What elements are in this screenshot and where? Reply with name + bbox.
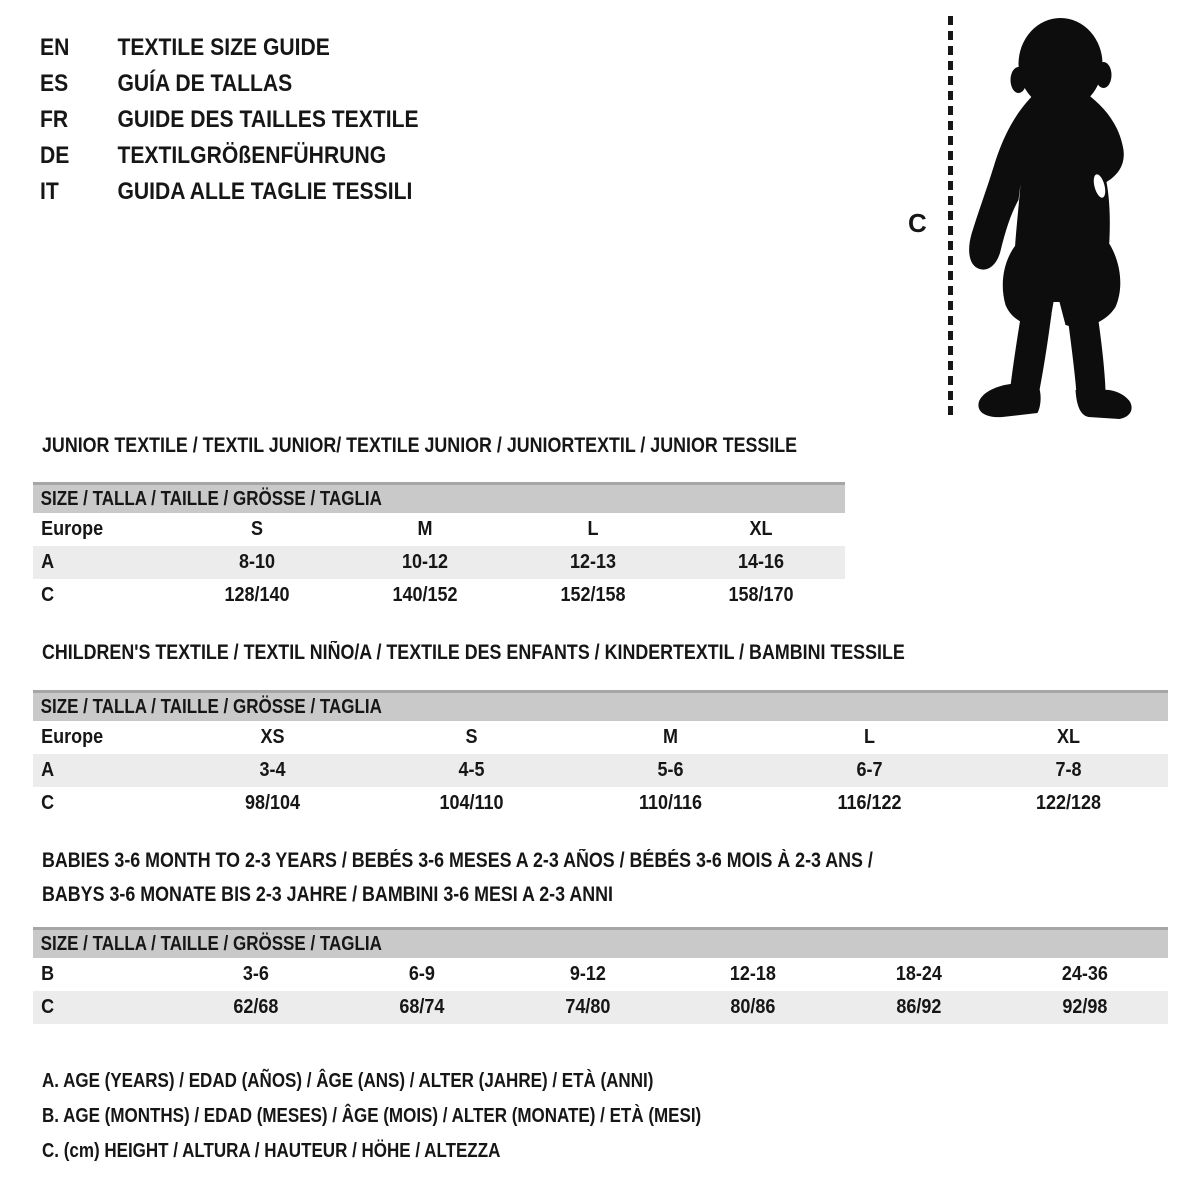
language-code: EN bbox=[40, 34, 70, 61]
table-row-age-months bbox=[33, 958, 1168, 991]
language-row-es bbox=[40, 66, 419, 102]
size-cell: 12-18 bbox=[730, 963, 777, 985]
size-cell: XL bbox=[749, 518, 773, 540]
size-cell: 140/152 bbox=[392, 584, 458, 606]
figure-height-label: C bbox=[908, 208, 927, 238]
table-row-height bbox=[33, 787, 1168, 820]
babies-textile-section bbox=[33, 850, 1168, 1024]
size-cell: 10-12 bbox=[401, 551, 449, 573]
language-title-list bbox=[40, 30, 470, 210]
size-cell: 68/74 bbox=[399, 996, 445, 1018]
language-code: FR bbox=[40, 106, 69, 133]
children-size-table bbox=[33, 690, 1168, 820]
size-cell: 24-36 bbox=[1062, 963, 1109, 985]
size-header-label: SIZE / TALLA / TAILLE / GRÖSSE / TAGLIA bbox=[40, 695, 382, 718]
size-cell: L bbox=[587, 518, 599, 540]
toddler-silhouette-icon bbox=[958, 14, 1144, 426]
legend-item-age-years: A. AGE (YEARS) / EDAD (AÑOS) / ÂGE (ANS) / ALTER (JAHRE) / ETÀ (ANNI) bbox=[42, 1070, 654, 1092]
size-cell: 6-7 bbox=[856, 759, 883, 781]
size-cell: 80/86 bbox=[730, 996, 776, 1018]
size-header-label: SIZE / TALLA / TAILLE / GRÖSSE / TAGLIA bbox=[40, 932, 382, 955]
language-row-it bbox=[40, 174, 419, 210]
size-cell: M bbox=[662, 726, 678, 748]
language-row-fr bbox=[40, 102, 419, 138]
size-header-label: SIZE / TALLA / TAILLE / GRÖSSE / TAGLIA bbox=[40, 487, 382, 510]
size-cell: 5-6 bbox=[657, 759, 684, 781]
size-cell: 3-4 bbox=[259, 759, 286, 781]
table-row-europe bbox=[33, 721, 1168, 754]
language-row-de bbox=[40, 138, 419, 174]
size-cell: 6-9 bbox=[408, 963, 435, 985]
language-title: GUIDA ALLE TAGLIE TESSILI bbox=[117, 178, 413, 205]
language-code: IT bbox=[40, 178, 59, 205]
language-row-en bbox=[40, 30, 419, 66]
language-title: GUÍA DE TALLAS bbox=[117, 70, 293, 97]
size-cell: 4-5 bbox=[458, 759, 485, 781]
size-cell: 98/104 bbox=[244, 792, 301, 814]
language-code: DE bbox=[40, 142, 70, 169]
size-cell: 158/170 bbox=[728, 584, 794, 606]
row-label: C bbox=[41, 996, 55, 1018]
size-cell: 152/158 bbox=[560, 584, 626, 606]
junior-section-title: JUNIOR TEXTILE / TEXTIL JUNIOR/ TEXTILE JUNIOR / JUNIORTEXTIL / JUNIOR TESSILE bbox=[42, 434, 798, 457]
table-row-europe bbox=[33, 513, 845, 546]
table-row-height bbox=[33, 579, 845, 612]
junior-textile-section bbox=[33, 435, 845, 612]
babies-section-title-line1: BABIES 3-6 MONTH TO 2-3 YEARS / BEBÉS 3-6 MESES A 2-3 AÑOS / BÉBÉS 3-6 MOIS À 2-3 ANS / bbox=[42, 849, 873, 872]
size-cell: S bbox=[250, 518, 264, 540]
size-cell: 110/116 bbox=[638, 792, 703, 814]
size-cell: 7-8 bbox=[1055, 759, 1082, 781]
size-cell: 8-10 bbox=[238, 551, 276, 573]
legend-item-height: C. (cm) HEIGHT / ALTURA / HAUTEUR / HÖHE / ALTEZZA bbox=[42, 1140, 501, 1162]
legend-item-age-months: B. AGE (MONTHS) / EDAD (MESES) / ÂGE (MOIS) / ALTER (MONATE) / ETÀ (MESI) bbox=[42, 1105, 702, 1127]
babies-size-table bbox=[33, 927, 1168, 1024]
size-cell: 92/98 bbox=[1062, 996, 1108, 1018]
size-cell: M bbox=[417, 518, 433, 540]
table-header-row bbox=[33, 482, 845, 513]
row-label: C bbox=[41, 792, 55, 814]
size-cell: S bbox=[465, 726, 478, 748]
junior-size-table bbox=[33, 482, 845, 612]
row-label: Europe bbox=[41, 518, 104, 540]
language-title: GUIDE DES TAILLES TEXTILE bbox=[117, 106, 419, 133]
size-cell: 12-13 bbox=[569, 551, 617, 573]
legend bbox=[42, 1071, 818, 1176]
size-cell: XL bbox=[1056, 726, 1081, 748]
size-cell: 3-6 bbox=[242, 963, 269, 985]
size-cell: XS bbox=[260, 726, 285, 748]
size-cell: 104/110 bbox=[439, 792, 504, 814]
row-label: A bbox=[41, 551, 55, 573]
row-label: Europe bbox=[41, 726, 104, 748]
table-row-age-years bbox=[33, 546, 845, 579]
size-cell: 122/128 bbox=[1035, 792, 1102, 814]
children-section-title: CHILDREN'S TEXTILE / TEXTIL NIÑO/A / TEXTILE DES ENFANTS / KINDERTEXTIL / BAMBINI TESSILE bbox=[42, 641, 905, 664]
size-cell: L bbox=[864, 726, 875, 748]
size-cell: 128/140 bbox=[224, 584, 290, 606]
size-cell: 86/92 bbox=[896, 996, 942, 1018]
size-cell: 18-24 bbox=[896, 963, 943, 985]
size-cell: 14-16 bbox=[737, 551, 785, 573]
babies-section-title-line2: BABYS 3-6 MONATE BIS 2-3 JAHRE / BAMBINI 3-6 MESI A 2-3 ANNI bbox=[42, 883, 613, 906]
height-measure-dashed-line bbox=[948, 16, 953, 416]
children-textile-section bbox=[33, 642, 1168, 820]
table-row-age-years bbox=[33, 754, 1168, 787]
language-title: TEXTILE SIZE GUIDE bbox=[117, 34, 330, 61]
language-code: ES bbox=[40, 70, 69, 97]
row-label: B bbox=[41, 963, 55, 985]
size-cell: 62/68 bbox=[233, 996, 279, 1018]
table-header-row bbox=[33, 927, 1168, 958]
language-title: TEXTILGRÖßENFÜHRUNG bbox=[117, 142, 387, 169]
size-cell: 9-12 bbox=[569, 963, 606, 985]
size-cell: 116/122 bbox=[837, 792, 902, 814]
size-cell: 74/80 bbox=[565, 996, 611, 1018]
table-header-row bbox=[33, 690, 1168, 721]
row-label: C bbox=[41, 584, 55, 606]
row-label: A bbox=[41, 759, 55, 781]
table-row-height bbox=[33, 991, 1168, 1024]
